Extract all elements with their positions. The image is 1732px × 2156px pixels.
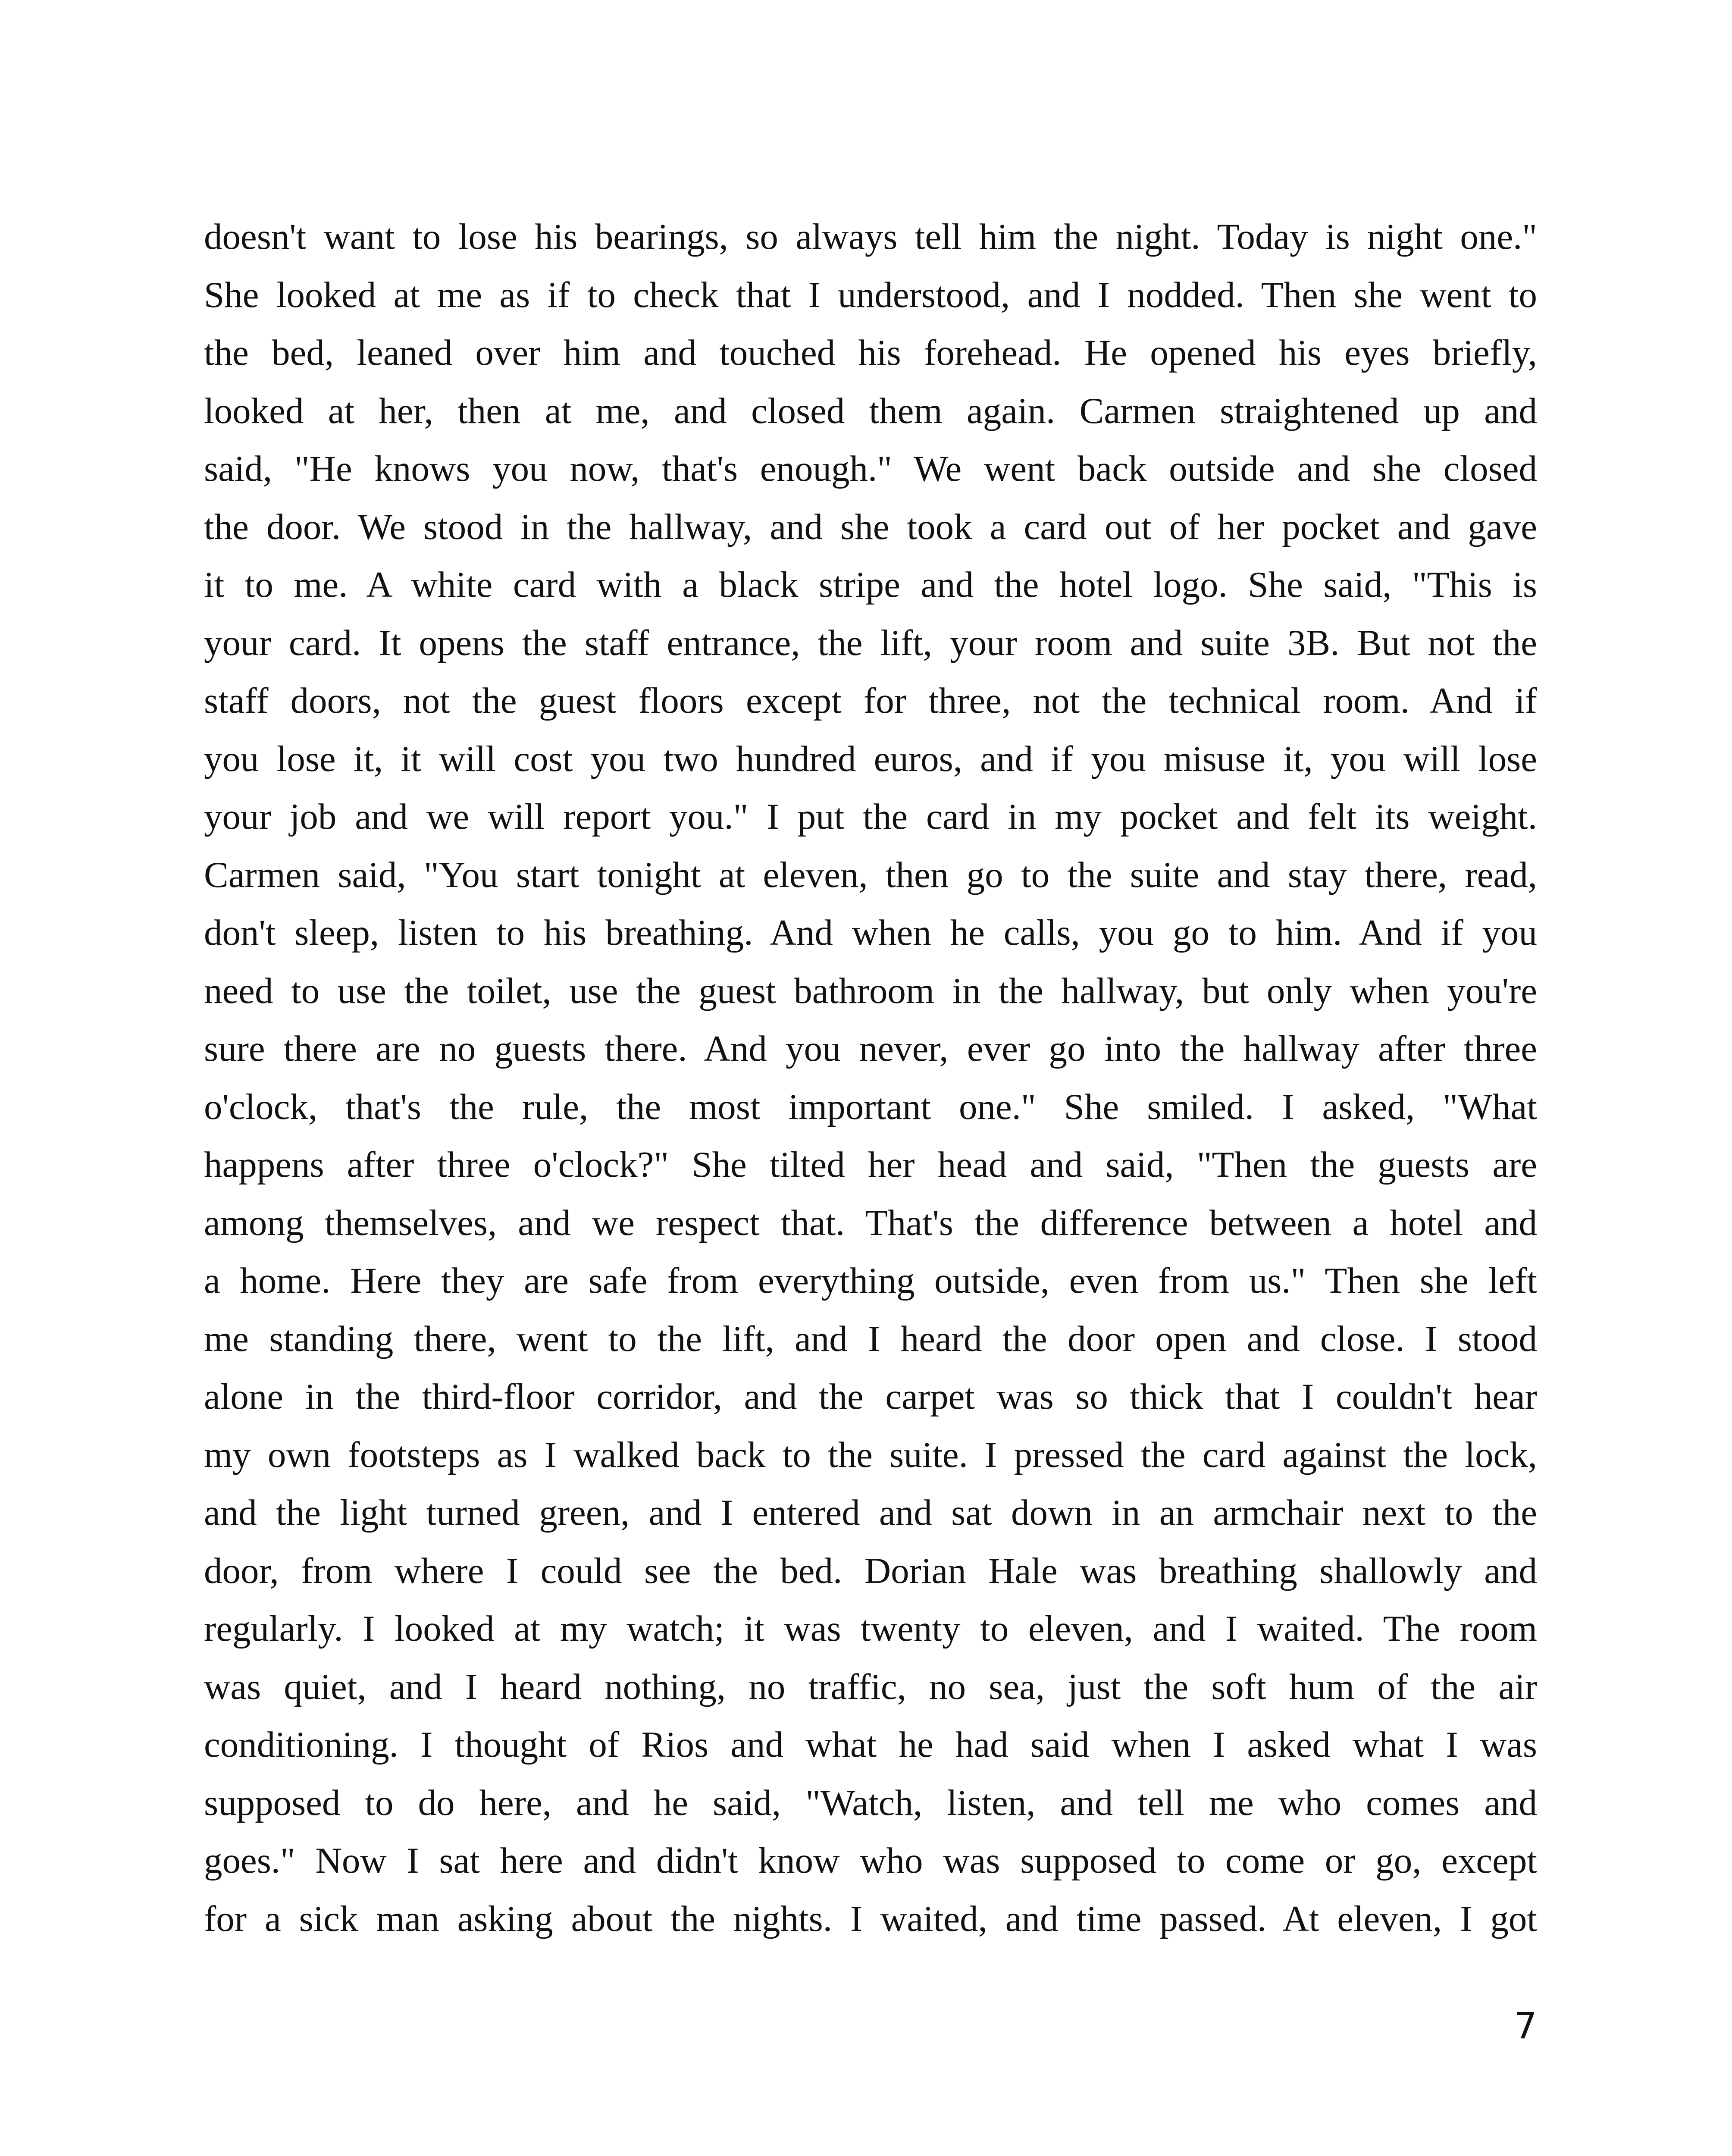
text-line: my own footsteps as I walked back to the suite. I pressed the card against the lock, xyxy=(204,1434,1537,1475)
text-line: She looked at me as if to check that I understood, and I nodded. Then she went to xyxy=(204,274,1537,315)
text-line: and the light turned green, and I entered and sat down in an armchair next to the xyxy=(204,1492,1537,1533)
text-line: among themselves, and we respect that. That's the difference between a hotel and xyxy=(204,1202,1537,1243)
text-line: goes." Now I sat here and didn't know who was supposed to come or go, except xyxy=(204,1840,1537,1881)
text-line: for a sick man asking about the nights. I waited, and time passed. At eleven, I got xyxy=(204,1898,1537,1939)
text-line: your job and we will report you." I put the card in my pocket and felt its weight. xyxy=(204,796,1537,837)
text-line: the door. We stood in the hallway, and she took a card out of her pocket and gave xyxy=(204,506,1537,547)
text-line: happens after three o'clock?" She tilted her head and said, "Then the guests are xyxy=(204,1144,1537,1185)
text-line: alone in the third-floor corridor, and the carpet was so thick that I couldn't hear xyxy=(204,1376,1537,1417)
text-line: sure there are no guests there. And you never, ever go into the hallway after three xyxy=(204,1028,1537,1069)
text-line: doesn't want to lose his bearings, so always tell him the night. Today is night one." xyxy=(204,216,1537,257)
text-line: need to use the toilet, use the guest bathroom in the hallway, but only when you're xyxy=(204,970,1537,1011)
text-line: o'clock, that's the rule, the most important one." She smiled. I asked, "What xyxy=(204,1086,1537,1127)
text-line: door, from where I could see the bed. Dorian Hale was breathing shallowly and xyxy=(204,1550,1537,1591)
text-line: staff doors, not the guest floors except for three, not the technical room. And if xyxy=(204,680,1537,721)
text-line: regularly. I looked at my watch; it was twenty to eleven, and I waited. The room xyxy=(204,1608,1537,1649)
body-text xyxy=(204,208,1537,1948)
text-line: the bed, leaned over him and touched his forehead. He opened his eyes briefly, xyxy=(204,332,1537,373)
text-line: you lose it, it will cost you two hundred euros, and if you misuse it, you will lose xyxy=(204,738,1537,779)
text-line: conditioning. I thought of Rios and what he had said when I asked what I was xyxy=(204,1724,1537,1765)
text-line: looked at her, then at me, and closed them again. Carmen straightened up and xyxy=(204,390,1537,431)
text-line: it to me. A white card with a black stripe and the hotel logo. She said, "This is xyxy=(204,564,1537,605)
text-line: your card. It opens the staff entrance, the lift, your room and suite 3B. But not the xyxy=(204,622,1537,663)
text-line: said, "He knows you now, that's enough." We went back outside and she closed xyxy=(204,448,1537,489)
text-line: supposed to do here, and he said, "Watch, listen, and tell me who comes and xyxy=(204,1782,1537,1823)
text-line: don't sleep, listen to his breathing. And when he calls, you go to him. And if you xyxy=(204,912,1537,953)
page-number: 7 xyxy=(1514,2005,1537,2047)
text-line: a home. Here they are safe from everything outside, even from us." Then she left xyxy=(204,1260,1537,1301)
text-line: Carmen said, "You start tonight at eleven, then go to the suite and stay there, read, xyxy=(204,854,1537,895)
text-line: me standing there, went to the lift, and I heard the door open and close. I stood xyxy=(204,1318,1537,1359)
text-line: was quiet, and I heard nothing, no traffic, no sea, just the soft hum of the air xyxy=(204,1666,1537,1707)
